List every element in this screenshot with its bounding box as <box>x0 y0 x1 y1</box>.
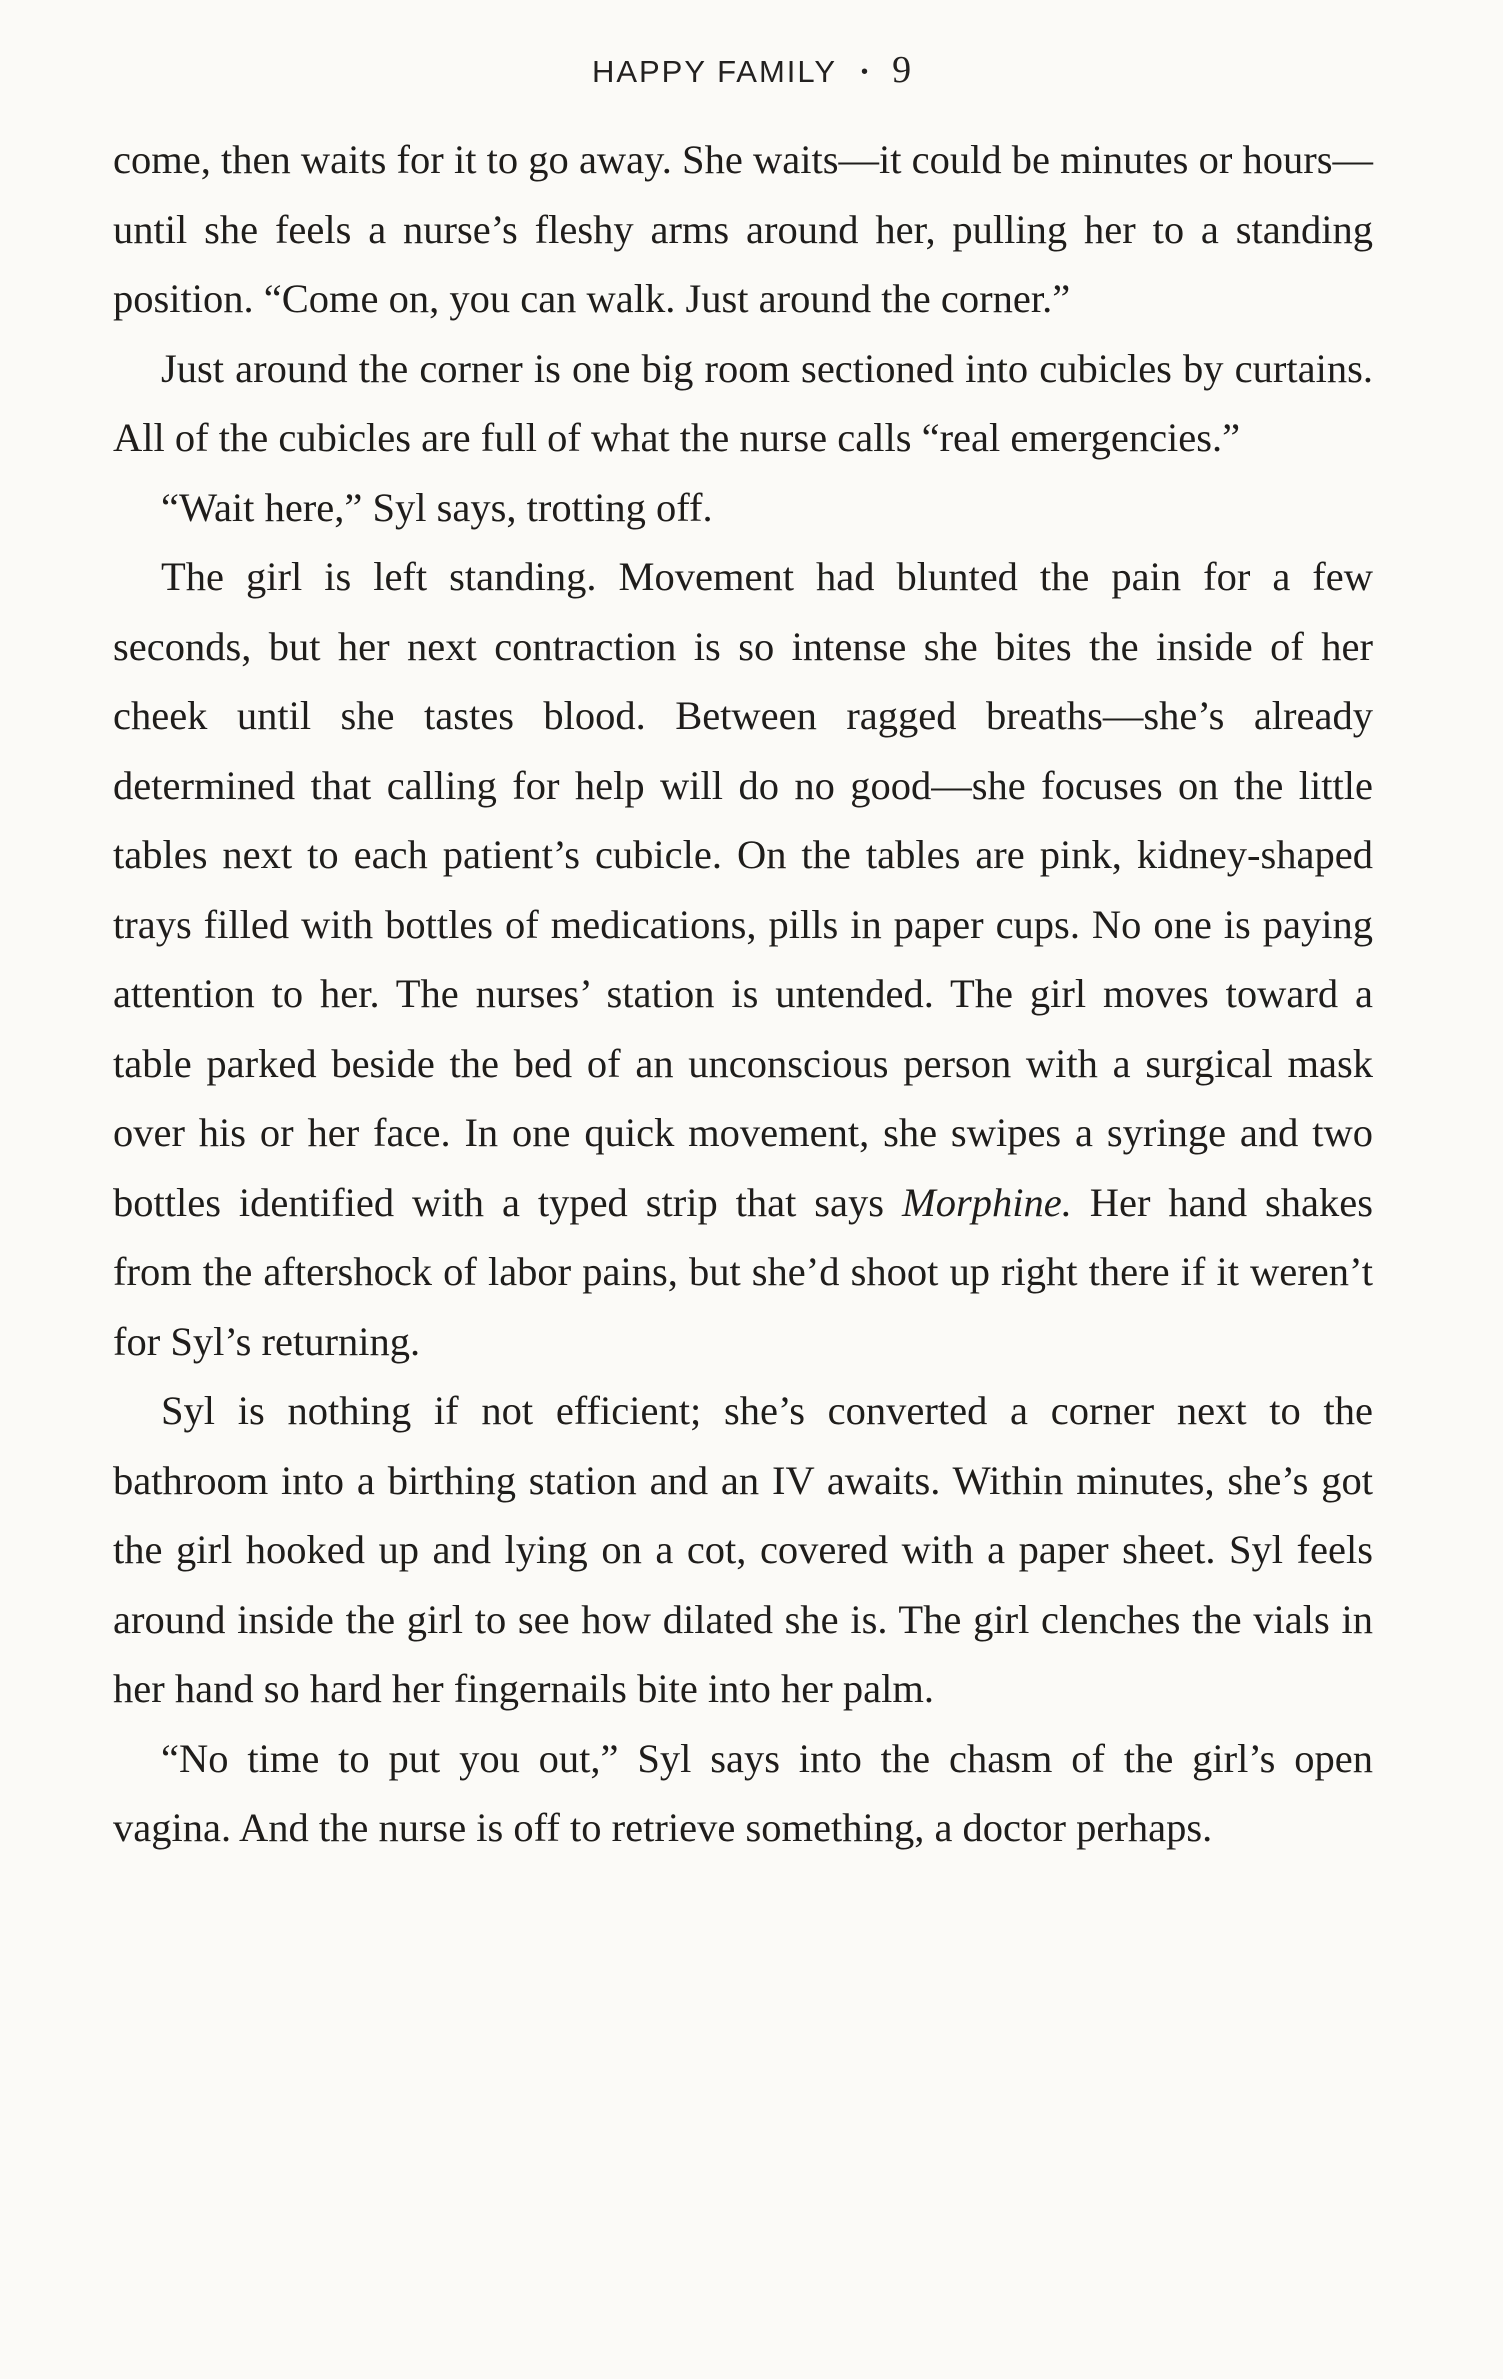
paragraph-4-italic: Morphine. <box>901 1179 1072 1225</box>
page-number: 9 <box>892 49 912 91</box>
paragraph-2: Just around the corner is one big room sectioned into cubicles by curtains. All of the cubicles are full of what the nurse calls “real emergencies.” <box>113 345 1373 460</box>
paragraph-5: Syl is nothing if not efficient; she’s converted a corner next to the bathroom into a birthing station and an IV awaits. Within minutes, she’s got the girl hooked up and lying on a cot, covered with a paper sheet. Syl feels around inside the girl to see how dilated she is. The girl clenches the vials in her hand so hard her fingernails bite into her palm. <box>113 1388 1373 1711</box>
running-title: HAPPY FAMILY <box>591 54 838 89</box>
paragraph-4-text-before: The girl is left standing. Movement had blunted the pain for a few seconds, but her next contraction is so intense she bites the inside of her cheek until she tastes blood. Between ragged breaths—she’s already determined that calling for help will do no good—she focuses on the little tables next to each patient’s cubicle. On the tables are pink, kidney-shaped trays filled with bottles of medications, pills in paper cups. No one is paying attention to her. The nurses’ station is untended. The girl moves toward a table parked beside the bed of an unconscious person with a surgical mask over his or her face. In one quick movement, she swipes a syringe and two bottles identified with a typed strip that says <box>113 554 1373 1225</box>
paragraph-4-text-after: Her hand shakes from the aftershock of labor pains, but she’d shoot up right there if it weren’t for Syl’s returning. <box>113 1179 1373 1364</box>
separator-bullet: • <box>861 61 871 83</box>
paragraph-4 <box>113 542 1373 1376</box>
body-text <box>113 125 1373 1863</box>
paragraph-3: “Wait here,” Syl says, trotting off. <box>161 484 713 530</box>
running-head <box>0 48 1503 92</box>
paragraph-6: “No time to put you out,” Syl says into the chasm of the girl’s open vagina. And the nurse is off to retrieve something, a doctor perhaps. <box>113 1735 1373 1850</box>
paragraph-1: come, then waits for it to go away. She waits—it could be minutes or hours—until she feels a nurse’s fleshy arms around her, pulling her to a standing position. “Come on, you can walk. Just around the corner.” <box>113 137 1373 321</box>
